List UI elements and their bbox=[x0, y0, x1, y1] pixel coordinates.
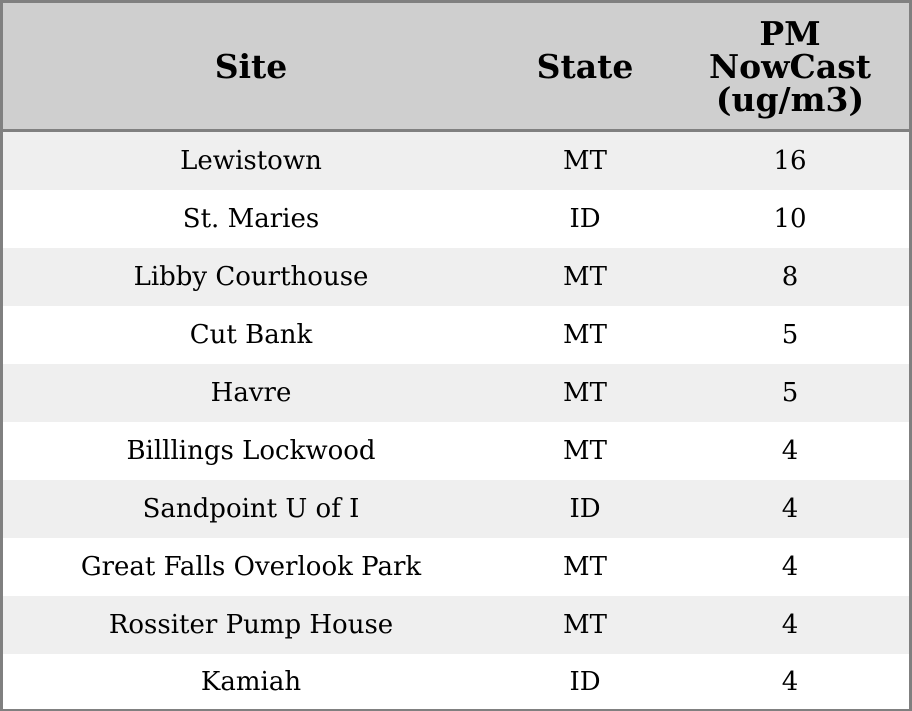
cell-site: Sandpoint U of I bbox=[3, 480, 499, 538]
cell-state: MT bbox=[499, 306, 671, 364]
table-row bbox=[3, 306, 909, 364]
cell-pm: 4 bbox=[671, 538, 909, 596]
cell-site: Great Falls Overlook Park bbox=[3, 538, 499, 596]
table-row bbox=[3, 364, 909, 422]
cell-site: Havre bbox=[3, 364, 499, 422]
column-header-pm-line-3: (ug/m3) bbox=[715, 79, 865, 119]
cell-site: Rossiter Pump House bbox=[3, 596, 499, 654]
cell-site: Kamiah bbox=[3, 654, 499, 709]
table-header bbox=[3, 3, 909, 131]
table-row bbox=[3, 190, 909, 248]
table-row bbox=[3, 596, 909, 654]
cell-state: MT bbox=[499, 538, 671, 596]
cell-pm: 5 bbox=[671, 364, 909, 422]
column-header-pm-line-1: PM bbox=[759, 13, 821, 53]
column-header-state: State bbox=[499, 3, 671, 131]
column-header-site: Site bbox=[3, 3, 499, 131]
cell-state: MT bbox=[499, 248, 671, 306]
cell-state: MT bbox=[499, 131, 671, 191]
cell-state: ID bbox=[499, 480, 671, 538]
table-row bbox=[3, 131, 909, 191]
cell-pm: 10 bbox=[671, 190, 909, 248]
cell-pm: 4 bbox=[671, 654, 909, 709]
cell-pm: 8 bbox=[671, 248, 909, 306]
cell-pm: 16 bbox=[671, 131, 909, 191]
cell-site: Libby Courthouse bbox=[3, 248, 499, 306]
cell-site: Cut Bank bbox=[3, 306, 499, 364]
header-row bbox=[3, 3, 909, 131]
table-row bbox=[3, 538, 909, 596]
cell-site: Lewistown bbox=[3, 131, 499, 191]
cell-pm: 4 bbox=[671, 422, 909, 480]
table-row bbox=[3, 480, 909, 538]
table-row bbox=[3, 654, 909, 709]
cell-state: ID bbox=[499, 654, 671, 709]
cell-state: ID bbox=[499, 190, 671, 248]
column-header-pm-nowcast bbox=[671, 3, 909, 131]
cell-state: MT bbox=[499, 422, 671, 480]
cell-pm: 5 bbox=[671, 306, 909, 364]
cell-state: MT bbox=[499, 364, 671, 422]
cell-pm: 4 bbox=[671, 480, 909, 538]
table-body bbox=[3, 131, 909, 710]
cell-site: St. Maries bbox=[3, 190, 499, 248]
data-table bbox=[3, 3, 909, 709]
table-row bbox=[3, 248, 909, 306]
column-header-pm-line-2: NowCast bbox=[708, 46, 872, 86]
cell-pm: 4 bbox=[671, 596, 909, 654]
cell-state: MT bbox=[499, 596, 671, 654]
table-row bbox=[3, 422, 909, 480]
cell-site: Billlings Lockwood bbox=[3, 422, 499, 480]
